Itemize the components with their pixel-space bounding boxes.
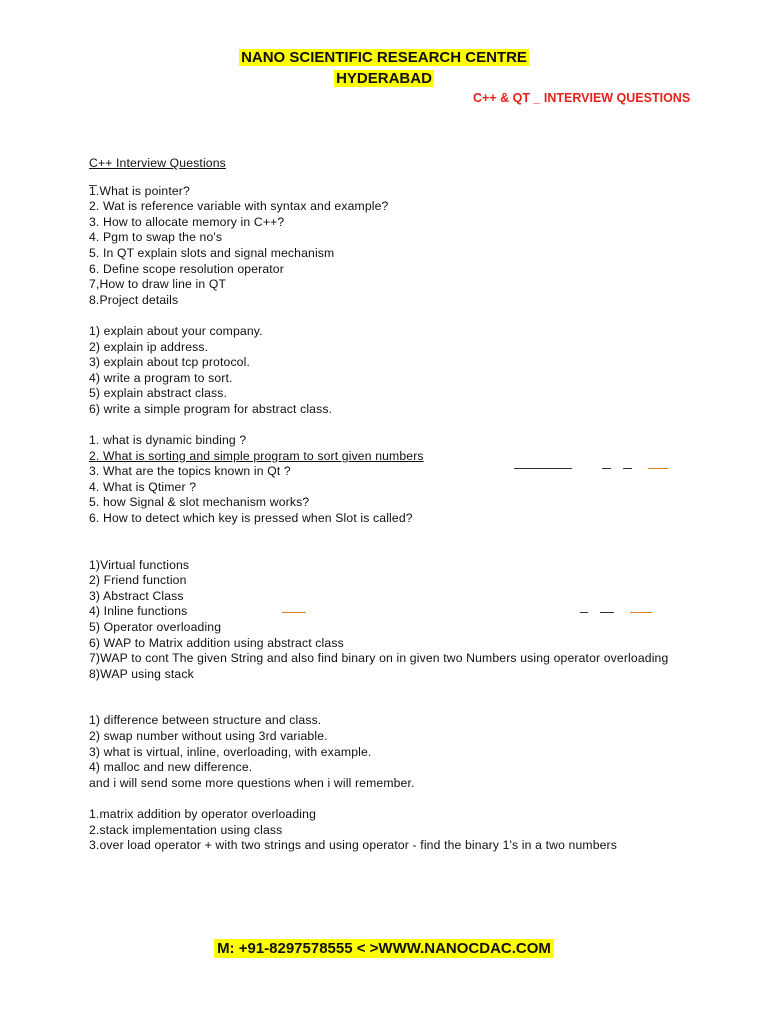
stray-underline	[600, 612, 614, 613]
list-item: 2) Friend function	[89, 573, 187, 588]
list-item: 3) Abstract Class	[89, 588, 184, 603]
stray-underline	[630, 612, 652, 613]
list-item: 4) write a program to sort.	[89, 370, 233, 385]
list-item: 1) explain about your company.	[89, 323, 263, 338]
list-item: 1)Virtual functions	[89, 557, 190, 572]
list-item: 3.over load operator + with two strings and using operator - find the binary 1's in a two numbers	[89, 838, 618, 853]
list-item: 6) write a simple program for abstract class.	[89, 401, 333, 416]
list-item: 3) explain about tcp protocol.	[89, 355, 251, 370]
stray-underline	[580, 612, 588, 613]
list-item: 5. how Signal & slot mechanism works?	[89, 495, 310, 510]
list-item: 1. what is dynamic binding ?	[89, 433, 247, 448]
list-item: 6. How to detect which key is pressed when Slot is called?	[89, 511, 413, 526]
document-subtitle: C++ & QT _ INTERVIEW QUESTIONS	[473, 91, 691, 105]
list-item: 1) difference between structure and class.	[89, 713, 322, 728]
list-item: 3. What are the topics known in Qt ?	[89, 464, 291, 479]
list-item: 1.matrix addition by operator overloading	[89, 806, 317, 821]
question-list	[89, 156, 689, 869]
list-item: 5) Operator overloading	[89, 620, 222, 635]
footer-contact: M: +91-8297578555 < >WWW.NANOCDAC.COM	[0, 939, 768, 959]
stray-underline	[623, 468, 632, 469]
question-block-5	[89, 713, 689, 791]
list-item: 3) what is virtual, inline, overloading, with example.	[89, 744, 372, 759]
section-title: C++ Interview Questions	[89, 156, 226, 170]
list-item: 7,How to draw line in QT	[89, 277, 227, 292]
list-item: 3. How to allocate memory in C++?	[89, 214, 285, 229]
stray-underline	[602, 468, 611, 469]
question-block-1	[89, 184, 689, 309]
list-item: 2. Wat is reference variable with syntax and example?	[89, 199, 389, 214]
list-item: 7)WAP to cont The given String and also find binary on in given two Numbers using operator overloading	[89, 651, 669, 666]
list-item: 2) explain ip address.	[89, 339, 209, 354]
list-item: 4) Inline functions	[89, 604, 188, 619]
question-block-3	[89, 433, 689, 527]
underscore-mark	[89, 175, 689, 184]
stray-underline	[282, 612, 306, 613]
org-name: NANO SCIENTIFIC RESEARCH CENTRE	[241, 49, 527, 66]
stray-underline	[648, 468, 668, 469]
question-block-6	[89, 807, 689, 854]
list-item: 2.stack implementation using class	[89, 822, 283, 837]
list-item: 2) swap number without using 3rd variable.	[89, 729, 328, 743]
list-item: 6) WAP to Matrix addition using abstract class	[89, 635, 344, 650]
list-item: and i will send some more questions when i will remember.	[89, 775, 415, 790]
question-block-4	[89, 558, 689, 683]
list-item: 4. Pgm to swap the no's	[89, 230, 223, 245]
list-item: 4) malloc and new difference.	[89, 760, 253, 775]
list-item: 6. Define scope resolution operator	[89, 261, 284, 276]
list-item: 4. What is Qtimer ?	[89, 479, 197, 494]
list-item: 8.Project details	[89, 292, 179, 307]
stray-underline	[514, 468, 572, 469]
list-item: 2. What is sorting and simple program to sort given numbers	[89, 448, 424, 463]
list-item: 1.What is pointer?	[89, 183, 190, 198]
list-item: 8)WAP using stack	[89, 666, 194, 681]
list-item: 5) explain abstract class.	[89, 386, 228, 401]
list-item: 5. In QT explain slots and signal mechanism	[89, 245, 335, 260]
org-city: HYDERABAD	[336, 70, 432, 87]
question-block-2	[89, 324, 689, 418]
